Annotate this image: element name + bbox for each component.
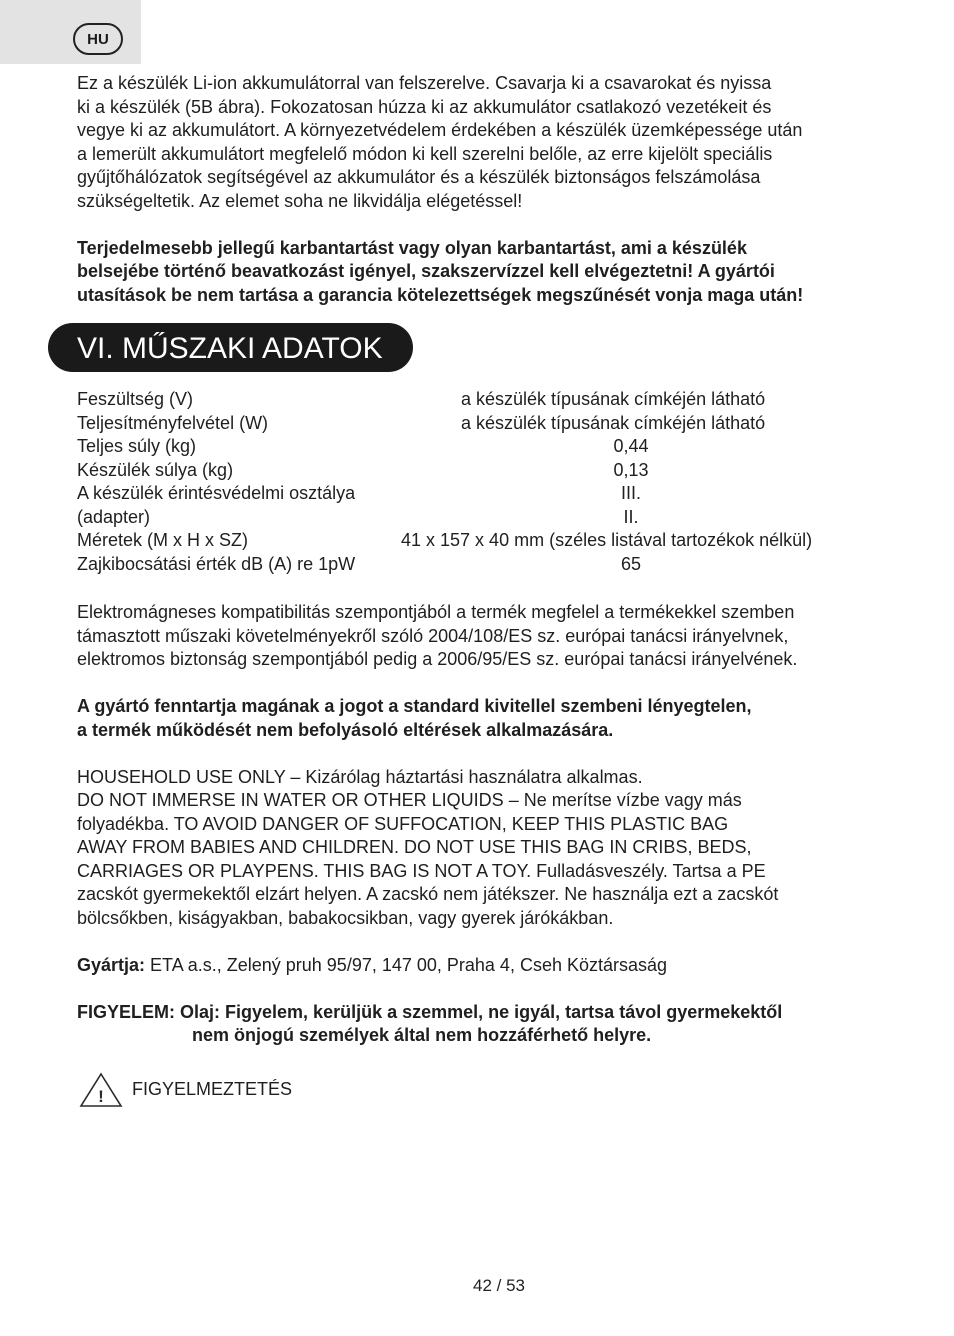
battery-disposal-paragraph — [77, 72, 907, 213]
warning-label: FIGYELMEZTETÉS — [132, 1079, 293, 1100]
text-line: szükségeltetik. Az elemet soha ne likvidálja elégetéssel! — [77, 190, 523, 211]
manufacturer-text: ETA a.s., Zelený pruh 95/97, 147 00, Praha 4, Cseh Köztársaság — [150, 954, 668, 975]
attention-label: FIGYELEM: — [77, 1001, 175, 1022]
text-line: ki a készülék (5B ábra). Fokozatosan húzza ki az akkumulátor csatlakozó vezetékeit és — [77, 96, 772, 117]
svg-text:!: ! — [98, 1087, 104, 1106]
page-number: 42 / 53 — [473, 1276, 525, 1295]
spec-row: A készülék érintésvédelmi osztálya III. — [77, 482, 897, 506]
spec-label: Zajkibocsátási érték dB (A) re 1pW — [77, 553, 356, 574]
warning-row — [77, 1071, 907, 1109]
text-line: gyűjtőhálózatok segítségével az akkumulátor és a készülék biztonságos felszámolása — [77, 167, 761, 187]
text-line: belsejébe történő beavatkozást igényel, szakszervízzel kell elvégeztetni! A gyártói — [77, 261, 775, 281]
spec-label: Méretek (M x H x SZ) — [77, 530, 249, 550]
warning-triangle-icon — [79, 1072, 123, 1108]
intro-section — [77, 72, 907, 307]
rights-paragraph — [77, 695, 907, 742]
attention-line — [77, 1001, 907, 1025]
manufacturer-label: Gyártja: — [77, 954, 146, 975]
text-line: elektromos biztonság szempontjából pedig a 2006/95/ES sz. európai tanácsi irányelvének. — [77, 649, 798, 669]
maintenance-warning-paragraph — [77, 237, 907, 308]
text-line: a lemerült akkumulátort megfelelő módon ki kell szerelni belőle, az erre kijelölt speciális — [77, 143, 773, 164]
compliance-section — [77, 601, 907, 1109]
text-line: A gyártó fenntartja magának a jogot a standard kivitellel szembeni lényegtelen, — [77, 696, 752, 716]
text-line: bölcsőkben, kiságyakban, babakocsikban, vagy gyerek járókákban. — [77, 907, 614, 928]
spec-row: (adapter) II. — [77, 506, 897, 530]
text-line: Terjedelmesebb jellegű karbantartást vagy olyan karbantartást, ami a készülék — [77, 237, 747, 258]
section-heading: VI. MŰSZAKI ADATOK — [48, 323, 413, 372]
spec-row — [77, 388, 897, 412]
text-line: utasítások be nem tartása a garancia kötelezettségek megszűnését vonja maga után! — [77, 284, 804, 305]
text-line: HOUSEHOLD USE ONLY – Kizárólag háztartási használatra alkalmas. — [77, 766, 643, 787]
spec-label: (adapter) — [77, 506, 151, 527]
spec-value: a készülék típusának címkéjén látható — [461, 389, 766, 409]
spec-label: Feszültség (V) — [77, 389, 194, 409]
text-line: CARRIAGES OR PLAYPENS. THIS BAG IS NOT A TOY. Fulladásveszély. Tartsa a PE — [77, 860, 766, 881]
text-line: Ez a készülék Li-ion akkumulátorral van felszerelve. Csavarja ki a csavarokat és nyissa — [77, 73, 772, 93]
household-paragraph — [77, 766, 907, 931]
text-line: támasztott műszaki követelményekről szóló 2004/108/ES sz. európai tanácsi irányelvnek, — [77, 625, 789, 646]
spec-row: Készülék súlya (kg) 0,13 — [77, 459, 897, 483]
text-line: Elektromágneses kompatibilitás szempontjából a termék megfelel a termékekkel szemben — [77, 602, 795, 622]
text-line: zacskót gyermekektől elzárt helyen. A zacskó nem játékszer. Ne használja ezt a zacskót — [77, 884, 779, 904]
text-line: folyadékba. TO AVOID DANGER OF SUFFOCATION, KEEP THIS PLASTIC BAG — [77, 813, 729, 834]
text-line: vegye ki az akkumulátort. A környezetvédelem érdekében a készülék üzemképessége után — [77, 120, 803, 140]
emc-paragraph — [77, 601, 907, 672]
spec-value: 41 x 157 x 40 mm (széles listával tartozékok nélkül) — [401, 530, 813, 550]
attention-text: Olaj: Figyelem, kerüljük a szemmel, ne igyál, tartsa távol gyermekektől — [180, 1001, 783, 1022]
spec-row: Teljes súly (kg) 0,44 — [77, 435, 897, 459]
spec-row — [77, 412, 897, 436]
manufacturer-paragraph — [77, 954, 907, 978]
spec-value: a készülék típusának címkéjén látható — [461, 412, 766, 433]
attention-text-continued: nem önjogú személyek által nem hozzáférhető helyre. — [192, 1025, 652, 1045]
spec-label: Teljes súly (kg) — [77, 436, 197, 456]
spec-row — [77, 529, 897, 553]
text-line: DO NOT IMMERSE IN WATER OR OTHER LIQUIDS – Ne merítse vízbe vagy más — [77, 790, 742, 810]
spec-label: Készülék súlya (kg) — [77, 459, 234, 480]
text-line: a termék működését nem befolyásoló eltérések alkalmazására. — [77, 719, 614, 740]
spec-label: Teljesítményfelvétel (W) — [77, 412, 269, 433]
language-badge: HU — [73, 23, 123, 55]
spec-label: A készülék érintésvédelmi osztálya — [77, 483, 356, 503]
section-heading-wrap — [48, 323, 413, 372]
attention-paragraph — [77, 1001, 907, 1048]
language-tab — [0, 0, 141, 64]
text-line: AWAY FROM BABIES AND CHILDREN. DO NOT USE THIS BAG IN CRIBS, BEDS, — [77, 837, 752, 857]
spec-row: Zajkibocsátási érték dB (A) re 1pW 65 — [77, 553, 897, 577]
manufacturer-line — [77, 954, 907, 978]
specs-table — [77, 388, 897, 576]
